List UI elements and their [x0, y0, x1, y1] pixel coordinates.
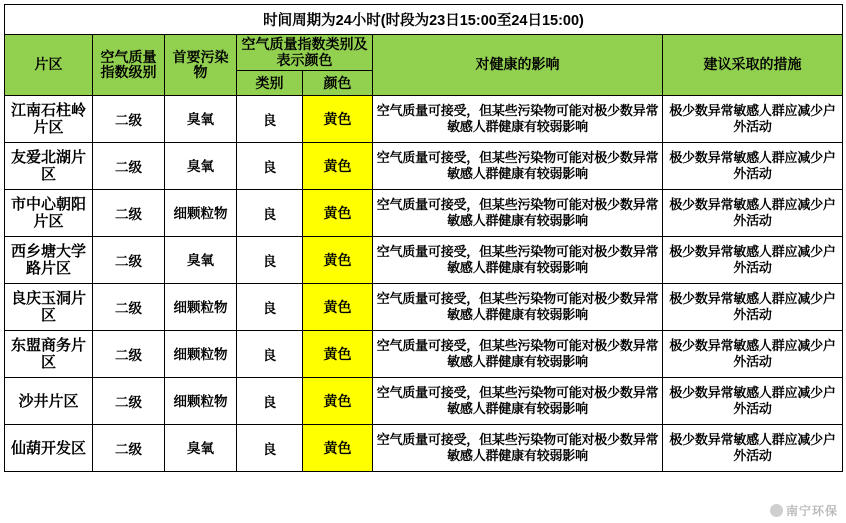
header-row-top	[5, 35, 843, 71]
header-level: 空气质量指数级别	[93, 35, 165, 96]
table-row	[5, 378, 843, 425]
table-row	[5, 237, 843, 284]
cell-category: 良	[237, 378, 303, 425]
cell-color: 黄色	[303, 143, 373, 190]
cell-pollutant: 臭氧	[165, 425, 237, 472]
cell-category: 良	[237, 284, 303, 331]
header-pollutant: 首要污染物	[165, 35, 237, 96]
cell-region: 仙葫开发区	[5, 425, 93, 472]
cell-region: 市中心朝阳片区	[5, 190, 93, 237]
cell-color: 黄色	[303, 237, 373, 284]
cell-color: 黄色	[303, 190, 373, 237]
cell-health: 空气质量可接受，但某些污染物可能对极少数异常敏感人群健康有较弱影响	[373, 237, 663, 284]
table-row	[5, 425, 843, 472]
cell-health: 空气质量可接受，但某些污染物可能对极少数异常敏感人群健康有较弱影响	[373, 425, 663, 472]
cell-pollutant: 细颗粒物	[165, 284, 237, 331]
cell-health: 空气质量可接受，但某些污染物可能对极少数异常敏感人群健康有较弱影响	[373, 284, 663, 331]
watermark	[770, 502, 838, 519]
cell-health: 空气质量可接受，但某些污染物可能对极少数异常敏感人群健康有较弱影响	[373, 378, 663, 425]
header-category: 类别	[237, 71, 303, 96]
watermark-text: 南宁环保	[785, 504, 838, 518]
cell-category: 良	[237, 237, 303, 284]
cell-measure: 极少数异常敏感人群应减少户外活动	[663, 331, 843, 378]
cell-level: 二级	[93, 425, 165, 472]
cell-pollutant: 臭氧	[165, 96, 237, 143]
cell-region: 沙井片区	[5, 378, 93, 425]
cell-measure: 极少数异常敏感人群应减少户外活动	[663, 143, 843, 190]
table-row	[5, 331, 843, 378]
cell-category: 良	[237, 143, 303, 190]
table-row	[5, 96, 843, 143]
cell-health: 空气质量可接受，但某些污染物可能对极少数异常敏感人群健康有较弱影响	[373, 190, 663, 237]
air-quality-table	[4, 4, 843, 472]
cell-level: 二级	[93, 96, 165, 143]
cell-level: 二级	[93, 143, 165, 190]
cell-color: 黄色	[303, 331, 373, 378]
header-category-group: 空气质量指数类别及表示颜色	[237, 35, 373, 71]
cell-color: 黄色	[303, 284, 373, 331]
cell-region: 友爱北湖片区	[5, 143, 93, 190]
cell-region: 西乡塘大学路片区	[5, 237, 93, 284]
cell-region: 江南石柱岭片区	[5, 96, 93, 143]
cell-measure: 极少数异常敏感人群应减少户外活动	[663, 378, 843, 425]
cell-measure: 极少数异常敏感人群应减少户外活动	[663, 284, 843, 331]
cell-category: 良	[237, 96, 303, 143]
cell-category: 良	[237, 425, 303, 472]
header-measure: 建议采取的措施	[663, 35, 843, 96]
header-color: 颜色	[303, 71, 373, 96]
watermark-logo-icon	[770, 504, 783, 517]
cell-health: 空气质量可接受，但某些污染物可能对极少数异常敏感人群健康有较弱影响	[373, 331, 663, 378]
cell-level: 二级	[93, 190, 165, 237]
table-title: 时间周期为24小时(时段为23日15:00至24日15:00)	[5, 5, 843, 35]
cell-pollutant: 臭氧	[165, 237, 237, 284]
cell-level: 二级	[93, 378, 165, 425]
cell-region: 东盟商务片区	[5, 331, 93, 378]
cell-level: 二级	[93, 237, 165, 284]
cell-pollutant: 细颗粒物	[165, 378, 237, 425]
header-region: 片区	[5, 35, 93, 96]
cell-region: 良庆玉洞片区	[5, 284, 93, 331]
cell-measure: 极少数异常敏感人群应减少户外活动	[663, 190, 843, 237]
cell-color: 黄色	[303, 425, 373, 472]
title-row	[5, 5, 843, 35]
cell-level: 二级	[93, 284, 165, 331]
cell-category: 良	[237, 331, 303, 378]
spreadsheet-canvas	[0, 4, 846, 523]
cell-measure: 极少数异常敏感人群应减少户外活动	[663, 425, 843, 472]
table-row	[5, 284, 843, 331]
cell-level: 二级	[93, 331, 165, 378]
cell-pollutant: 细颗粒物	[165, 331, 237, 378]
cell-health: 空气质量可接受，但某些污染物可能对极少数异常敏感人群健康有较弱影响	[373, 96, 663, 143]
table-row	[5, 143, 843, 190]
cell-pollutant: 臭氧	[165, 143, 237, 190]
cell-pollutant: 细颗粒物	[165, 190, 237, 237]
cell-measure: 极少数异常敏感人群应减少户外活动	[663, 237, 843, 284]
header-health: 对健康的影响	[373, 35, 663, 96]
cell-health: 空气质量可接受，但某些污染物可能对极少数异常敏感人群健康有较弱影响	[373, 143, 663, 190]
cell-color: 黄色	[303, 378, 373, 425]
cell-color: 黄色	[303, 96, 373, 143]
cell-measure: 极少数异常敏感人群应减少户外活动	[663, 96, 843, 143]
cell-category: 良	[237, 190, 303, 237]
table-row	[5, 190, 843, 237]
